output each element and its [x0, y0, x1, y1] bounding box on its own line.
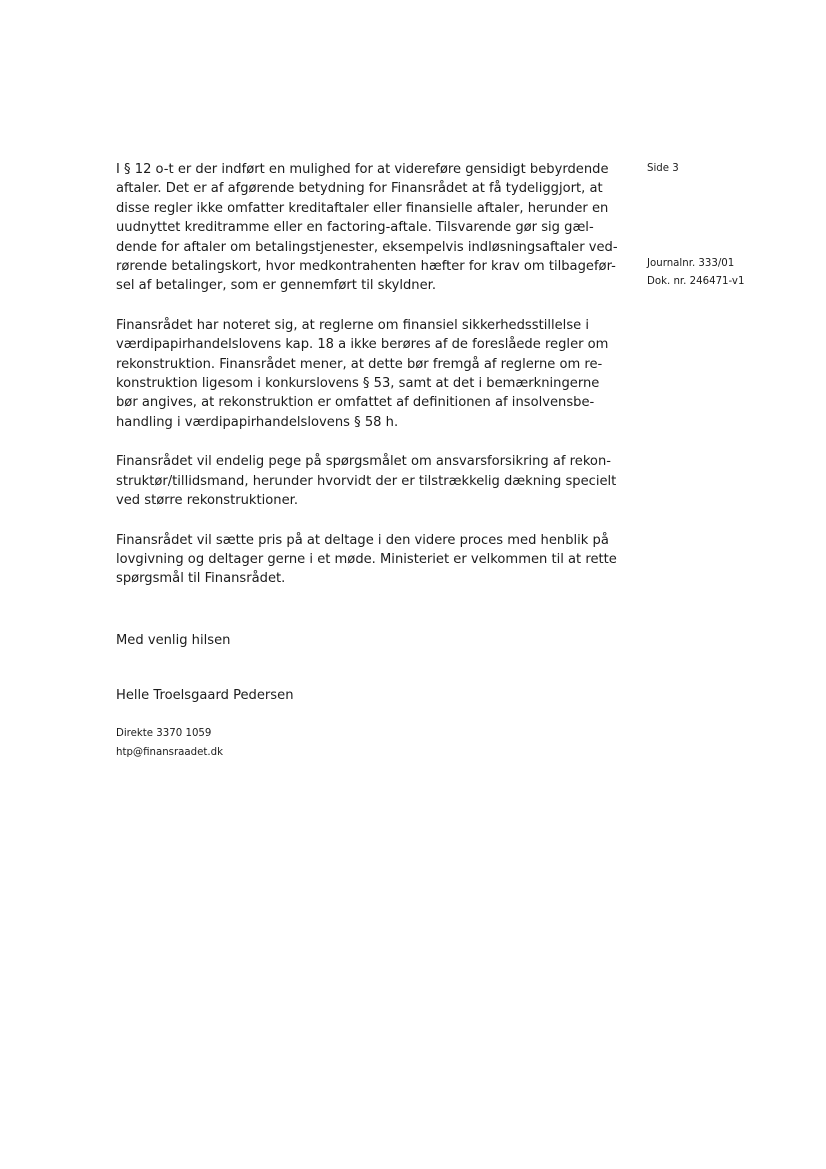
text-line: spørgsmål til Finansrådet.: [116, 571, 286, 587]
text-line: handling i værdipapirhandelslovens § 58 h.: [116, 414, 399, 430]
paragraph-1: [116, 160, 618, 296]
email-address[interactable]: htp@finansraadet.dk: [116, 747, 223, 758]
text-line: rekonstruktion. Finansrådet mener, at dette bør fremgå af reglerne om re-: [116, 356, 603, 372]
text-line: Finansrådet vil endelig pege på spørgsmålet om ansvarsforsikring af rekon-: [116, 454, 611, 470]
paragraph-3: [116, 452, 617, 510]
text-line: disse regler ikke omfatter kreditaftaler eller finansielle aftaler, herunder en: [116, 200, 609, 216]
letter-body: [116, 160, 618, 609]
paragraph-4: [116, 531, 617, 589]
text-line: I § 12 o-t er der indført en mulighed for at videreføre gensidigt bebyrdende: [116, 162, 609, 177]
page-number: Side 3: [647, 163, 679, 174]
text-line: struktør/tillidsmand, herunder hvorvidt der er tilstrækkelig dækning specielt: [116, 473, 617, 489]
journal-number: Journalnr. 333/01: [647, 258, 735, 269]
text-line: lovgivning og deltager gerne i et møde. Ministeriet er velkommen til at rette: [116, 551, 617, 567]
text-line: sel af betalinger, som er gennemført til skyldner.: [116, 278, 436, 294]
paragraph-2: [116, 316, 609, 432]
text-line: værdipapirhandelslovens kap. 18 a ikke berøres af de foreslåede regler om: [116, 337, 609, 353]
signer-name: Helle Troelsgaard Pedersen: [116, 688, 294, 703]
text-line: aftaler. Det er af afgørende betydning for Finansrådet at få tydeliggjort, at: [116, 181, 603, 197]
text-line: bør angives, at rekonstruktion er omfattet af definitionen af insolvensbe-: [116, 395, 595, 411]
text-line: Finansrådet vil sætte pris på at deltage i den videre proces med henblik på: [116, 532, 609, 548]
text-line: ved større rekonstruktioner.: [116, 493, 298, 509]
text-line: rørende betalingskort, hvor medkontrahenten hæfter for krav om tilbagefør-: [116, 259, 616, 275]
text-line: konstruktion ligesom i konkurslovens § 53, samt at det i bemærkningerne: [116, 376, 600, 392]
text-line: Finansrådet har noteret sig, at reglerne om finansiel sikkerhedsstillelse i: [116, 317, 589, 333]
text-line: dende for aftaler om betalingstjenester, eksempelvis indløsningsaftaler ved-: [116, 239, 618, 255]
direct-phone: Direkte 3370 1059: [116, 728, 212, 739]
text-line: uudnyttet kreditramme eller en factoring-aftale. Tilsvarende gør sig gæl-: [116, 220, 594, 236]
document-number: Dok. nr. 246471-v1: [647, 276, 745, 287]
greeting: Med venlig hilsen: [116, 633, 231, 648]
